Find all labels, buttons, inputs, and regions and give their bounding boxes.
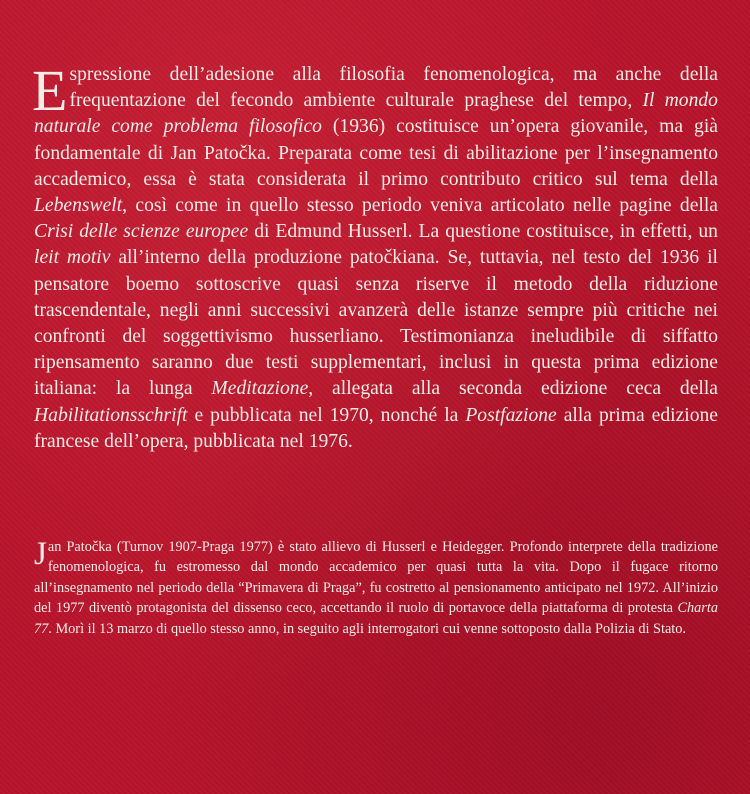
blurb-text: (1936) costituisce un’opera giovanile, ma già fondamentale di Jan Patočka. Preparata come tesi di abilitazione per l’insegnamento accademico, essa è stata considerata il primo contributo critico sul tema della [34,116,718,190]
postfazione-italic: Postfazione [465,404,557,426]
blurb-text: alla prima edizione francese dell’opera, pubblicata nel 1976. [34,404,718,452]
leit-motiv-italic: leit motiv [34,247,111,269]
blurb-text: e pubblicata nel 1970, nonché la [187,404,466,426]
blurb-text: all’interno della produzione patočkiana. Se, tuttavia, nel testo del 1936 il pensatore boemo sottoscrive quasi senza riserve il metodo della riduzione trascendentale, negli anni successivi avanzerà delle istanze sempre più critiche nei confronti del soggettivismo husserliano. Testimonianza ineludibile di siffatto ripensamento saranno due testi supplementari, inclusi in questa prima edizione italiana: la lunga [34,247,718,400]
bio-dropcap: J [34,536,47,572]
author-bio [34,537,718,639]
bio-text: an Patočka (Turnov 1907-Praga 1977) è stato allievo di Husserl e Heidegger. Profondo interprete della tradizione fenomenologica, fu estromesso dal mondo accademico per quasi tutta la vita. Dopo il fugace ritorno all’insegnamento nel periodo della “Primavera di Praga”, fu costretto al pensionamento anticipato nel 1972. All’inizio del 1977 diventò protagonista del dissenso ceco, accettando il ruolo di portavoce della piattaforma di protesta [34,539,718,617]
charta-italic: Charta 77 [34,600,718,637]
blurb-text: di Edmund Husserl. La questione costituisce, in effetti, un [248,221,718,243]
bio-text: . Morì il 13 marzo di quello stesso anno, in seguito agli interrogatori cui venne sottoposto dalla Polizia di Stato. [48,620,686,637]
crisi-italic: Crisi delle scienze europee [34,221,249,243]
book-blurb [32,58,718,455]
blurb-dropcap: E [32,58,68,123]
book-title-italic: Il mondo naturale come problema filosofico [34,90,718,138]
habilitationsschrift-italic: Habilitationsschrift [34,404,188,426]
blurb-text: spressione dell’adesione alla filosofia fenomenologica, ma anche della frequentazione del fecondo ambiente culturale praghese del tempo, [69,64,718,112]
lebenswelt-italic: Lebenswelt [34,195,123,217]
meditazione-italic: Meditazione [211,378,309,400]
blurb-text: , allegata alla seconda edizione ceca della [308,378,718,400]
blurb-text: , così come in quello stesso periodo veniva articolato nelle pagine della [122,195,718,217]
